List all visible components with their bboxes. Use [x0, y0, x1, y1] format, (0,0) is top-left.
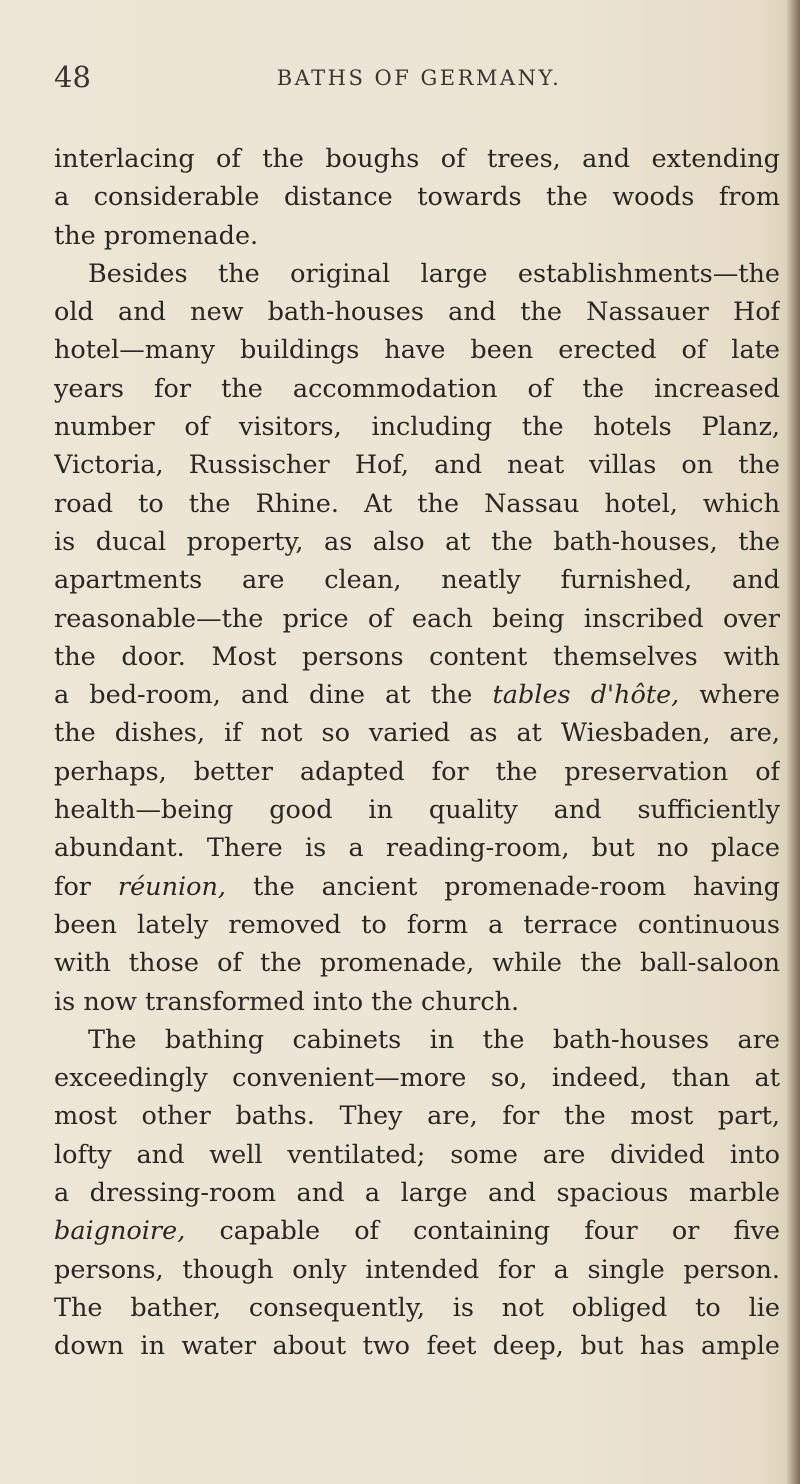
- text-line: interlacing of the boughs of trees, and extending: [54, 144, 780, 174]
- text-line: perhaps, better adapted for the preservation of: [54, 756, 780, 787]
- text-segment: capable of containing four or five: [219, 1216, 780, 1247]
- text-segment: a bed-room, and dine at the: [54, 680, 473, 711]
- text-line: most other baths. They are, for the most part,: [54, 1101, 780, 1132]
- text-line: The bathing cabinets in the bath-houses are: [88, 1024, 780, 1055]
- text-line: health—being good in quality and sufficiently: [54, 795, 780, 826]
- text-line: number of visitors, including the hotels Planz,: [54, 412, 780, 443]
- text-line: abundant. There is a reading-room, but no place: [54, 833, 780, 864]
- text-line: with those of the promenade, while the ball-saloon: [54, 948, 780, 979]
- page-number: 48: [54, 60, 91, 94]
- text-line: Victoria, Russischer Hof, and neat villas on the: [54, 450, 780, 481]
- text-line: road to the Rhine. At the Nassau hotel, which: [54, 488, 780, 519]
- page-binding-edge: [786, 0, 800, 1484]
- italic-phrase: réunion,: [117, 871, 227, 902]
- page-header: [54, 58, 784, 98]
- text-line: is ducal property, as also at the bath-houses, the: [54, 526, 780, 557]
- text-line: The bather, consequently, is not obliged to lie: [54, 1292, 780, 1323]
- body-text: [54, 140, 780, 1366]
- text-line: down in water about two feet deep, but has ample: [54, 1331, 780, 1362]
- italic-phrase: baignoire,: [54, 1216, 186, 1247]
- text-line: a dressing-room and a large and spacious marble: [54, 1178, 780, 1209]
- text-line: the door. Most persons content themselves with: [54, 641, 780, 672]
- text-line: [54, 1212, 780, 1250]
- text-line: old and new bath-houses and the Nassauer Hof: [54, 297, 780, 328]
- text-line: persons, though only intended for a single person.: [54, 1254, 780, 1285]
- text-line: the dishes, if not so varied as at Wiesbaden, are,: [54, 718, 780, 749]
- text-line: years for the accommodation of the increased: [54, 373, 780, 404]
- text-segment: where: [699, 680, 780, 711]
- text-segment: for: [54, 871, 91, 902]
- italic-phrase: tables d'hôte,: [492, 680, 680, 711]
- text-line: Besides the original large establishments—the: [88, 258, 780, 289]
- text-line: lofty and well ventilated; some are divided into: [54, 1139, 780, 1170]
- text-line: been lately removed to form a terrace continuous: [54, 909, 780, 940]
- text-line: exceedingly convenient—more so, indeed, than at: [54, 1063, 780, 1094]
- text-line: reasonable—the price of each being inscribed over: [54, 603, 780, 634]
- text-line: apartments are clean, neatly furnished, and: [54, 565, 780, 596]
- text-line: is now transformed into the church.: [54, 986, 520, 1017]
- text-line: hotel—many buildings have been erected of late: [54, 335, 780, 366]
- text-line: [54, 676, 780, 714]
- text-segment: the ancient promenade-room having: [252, 871, 780, 902]
- text-line: the promenade.: [54, 220, 259, 251]
- running-head: BATHS OF GERMANY.: [276, 66, 562, 90]
- text-line: a considerable distance towards the woods from: [54, 182, 780, 213]
- text-line: [54, 868, 780, 906]
